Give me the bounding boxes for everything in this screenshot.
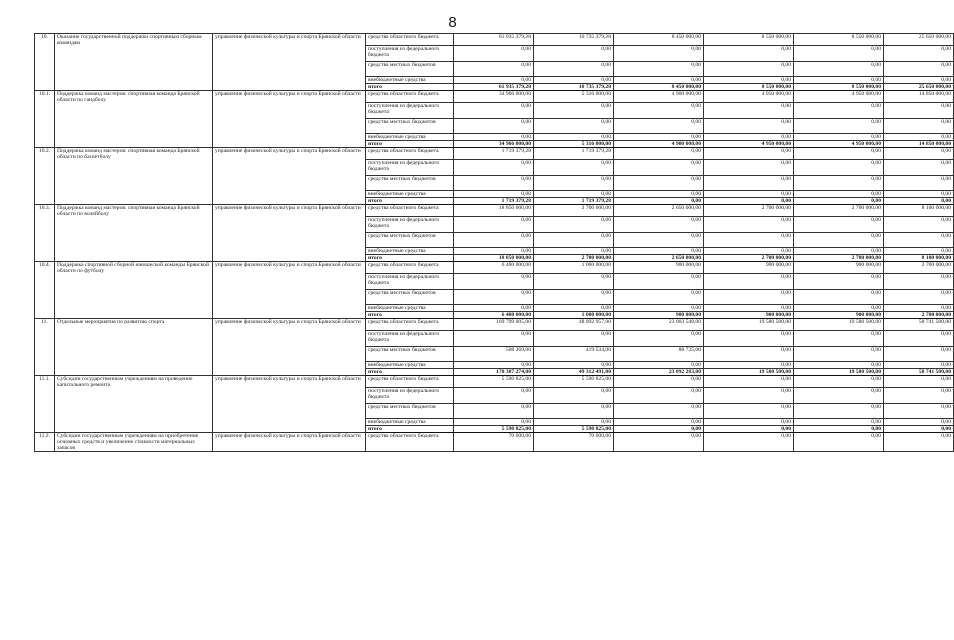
amount-cell: 25 650 000,00 [884,84,954,91]
amount-cell: 25 650 000,00 [884,34,954,46]
funding-source-cell: внебюджетные средства [366,191,454,198]
event-name-cell: Отдельные мероприятия по развитию спорта [55,319,213,376]
amount-cell: 0,00 [704,134,794,141]
amount-cell: 18 850 000,00 [454,205,534,217]
amount-cell: 0,00 [534,160,614,176]
funding-source-cell: средства областного бюджета [366,148,454,160]
row-number-cell: 10.1. [35,91,55,148]
amount-cell: 0,00 [884,119,954,134]
amount-cell: 0,00 [884,198,954,205]
funding-source-cell: средства областного бюджета [366,205,454,217]
funding-source-cell: средства областного бюджета [366,91,454,103]
amount-cell: 0,00 [704,388,794,404]
amount-cell: 0,00 [704,433,794,452]
amount-cell: 0,00 [704,77,794,84]
amount-cell: 0,00 [704,148,794,160]
amount-cell: 0,00 [794,248,884,255]
executor-cell: управление физической культуры и спорта Брянской области [213,91,366,148]
amount-cell: 0,00 [614,77,704,84]
amount-cell: 2 700 000,00 [794,255,884,262]
amount-cell: 2 650 000,00 [614,255,704,262]
amount-cell: 0,00 [704,103,794,119]
amount-cell: 0,00 [614,419,704,426]
amount-cell: 0,00 [614,362,704,369]
amount-cell: 58 741 500,00 [884,319,954,331]
amount-cell: 0,00 [884,103,954,119]
amount-cell: 34 966 000,00 [454,91,534,103]
amount-cell: 8 550 000,00 [794,34,884,46]
amount-cell: 0,00 [884,77,954,84]
amount-cell: 5 316 000,00 [534,91,614,103]
amount-cell: 0,00 [454,119,534,134]
amount-cell: 0,00 [614,46,704,62]
table-row [35,34,954,46]
amount-cell: 0,00 [614,426,704,433]
amount-cell: 0,00 [704,198,794,205]
amount-cell: 0,00 [884,419,954,426]
amount-cell: 0,00 [534,248,614,255]
amount-cell: 0,00 [794,148,884,160]
amount-cell: 0,00 [884,134,954,141]
event-name-cell: Оказание государственной поддержки спортивным сборным командам [55,34,213,91]
executor-cell: управление физической культуры и спорта Брянской области [213,148,366,205]
funding-source-cell: средства областного бюджета [366,433,454,452]
amount-cell: 0,00 [704,233,794,248]
amount-cell: 0,00 [534,233,614,248]
amount-cell: 0,00 [794,46,884,62]
amount-cell: 0,00 [454,388,534,404]
amount-cell: 0,00 [454,191,534,198]
amount-cell: 0,00 [534,362,614,369]
row-number-cell: 11.1. [35,376,55,433]
amount-cell: 0,00 [454,103,534,119]
amount-cell: 0,00 [454,62,534,77]
amount-cell: 0,00 [704,290,794,305]
row-number-cell: 11.2. [35,433,55,452]
amount-cell: 88 735,00 [614,347,704,362]
amount-cell: 0,00 [704,426,794,433]
event-name-cell: Субсидии государственным учреждениям на проведение капитального ремонта [55,376,213,433]
amount-cell: 70 000,00 [454,433,534,452]
amount-cell: 0,00 [614,248,704,255]
table-row [35,91,954,103]
amount-cell: 0,00 [704,119,794,134]
amount-cell: 2 700 000,00 [704,255,794,262]
funding-source-cell: поступления из федерального бюджета [366,388,454,404]
amount-cell: 170 307 274,00 [454,369,534,376]
executor-cell: управление физической культуры и спорта Брянской области [213,376,366,433]
funding-source-cell: итого [366,198,454,205]
amount-cell: 0,00 [884,62,954,77]
amount-cell: 4 900 000,00 [614,91,704,103]
amount-cell: 8 100 000,00 [884,205,954,217]
event-name-cell: Поддержка команд мастеров: спортивная команда Брянской области по гандболу [55,91,213,148]
amount-cell: 900 000,00 [614,262,704,274]
amount-cell: 0,00 [534,176,614,191]
amount-cell: 0,00 [614,290,704,305]
amount-cell: 900 000,00 [794,312,884,319]
amount-cell: 2 700 000,00 [884,312,954,319]
funding-source-cell: итого [366,255,454,262]
table-row [35,262,954,274]
funding-source-cell: итого [366,312,454,319]
row-number-cell: 10. [35,34,55,91]
amount-cell: 0,00 [884,347,954,362]
amount-cell: 0,00 [614,134,704,141]
amount-cell: 0,00 [704,217,794,233]
table-row [35,205,954,217]
amount-cell: 5 590 825,00 [534,426,614,433]
amount-cell: 0,00 [704,160,794,176]
amount-cell: 0,00 [454,134,534,141]
amount-cell: 8 550 000,00 [704,84,794,91]
amount-cell: 0,00 [614,388,704,404]
amount-cell: 0,00 [454,274,534,290]
funding-source-cell: поступления из федерального бюджета [366,217,454,233]
amount-cell: 0,00 [614,404,704,419]
amount-cell: 61 935 379,28 [454,84,534,91]
row-number-cell: 10.3. [35,205,55,262]
funding-source-cell: внебюджетные средства [366,362,454,369]
executor-cell: управление физической культуры и спорта Брянской области [213,433,366,452]
amount-cell: 0,00 [704,46,794,62]
executor-cell: управление физической культуры и спорта Брянской области [213,262,366,319]
amount-cell: 8 550 000,00 [794,84,884,91]
amount-cell: 0,00 [534,77,614,84]
amount-cell: 0,00 [704,191,794,198]
amount-cell: 0,00 [534,274,614,290]
amount-cell: 70 000,00 [534,433,614,452]
amount-cell: 4 950 000,00 [704,141,794,148]
funding-source-cell: поступления из федерального бюджета [366,46,454,62]
amount-cell: 0,00 [614,103,704,119]
amount-cell: 0,00 [534,290,614,305]
amount-cell: 0,00 [534,305,614,312]
table-row [35,148,954,160]
amount-cell: 0,00 [794,119,884,134]
amount-cell: 8 450 000,00 [614,84,704,91]
amount-cell: 0,00 [704,347,794,362]
amount-cell: 23 092 283,00 [614,369,704,376]
amount-cell: 0,00 [454,176,534,191]
amount-cell: 14 850 000,00 [884,91,954,103]
amount-cell: 0,00 [614,62,704,77]
amount-cell: 900 000,00 [704,262,794,274]
amount-cell: 0,00 [614,376,704,388]
amount-cell: 0,00 [794,362,884,369]
amount-cell: 0,00 [794,103,884,119]
amount-cell: 0,00 [794,290,884,305]
funding-source-cell: итого [366,369,454,376]
amount-cell: 23 003 548,00 [614,319,704,331]
event-name-cell: Поддержка команд мастеров: спортивная команда Брянской области по баскетболу [55,148,213,205]
amount-cell: 0,00 [454,419,534,426]
amount-cell: 4 950 000,00 [704,91,794,103]
amount-cell: 2 700 000,00 [884,262,954,274]
amount-cell: 5 590 825,00 [534,376,614,388]
funding-source-cell: поступления из федерального бюджета [366,274,454,290]
amount-cell: 0,00 [614,191,704,198]
amount-cell: 0,00 [794,433,884,452]
amount-cell: 6 400 000,00 [454,312,534,319]
amount-cell: 0,00 [794,233,884,248]
amount-cell: 0,00 [454,217,534,233]
row-number-cell: 10.2. [35,148,55,205]
amount-cell: 18 850 000,00 [454,255,534,262]
funding-source-cell: поступления из федерального бюджета [366,160,454,176]
amount-cell: 0,00 [614,148,704,160]
funding-source-cell: средства местных бюджетов [366,290,454,305]
amount-cell: 900 000,00 [704,312,794,319]
amount-cell: 2 650 000,00 [614,205,704,217]
amount-cell: 0,00 [614,331,704,347]
funding-source-cell: поступления из федерального бюджета [366,103,454,119]
executor-cell: управление физической культуры и спорта Брянской области [213,205,366,262]
amount-cell: 0,00 [704,404,794,419]
amount-cell: 5 316 000,00 [534,141,614,148]
amount-cell: 0,00 [884,148,954,160]
amount-cell: 2 700 000,00 [534,255,614,262]
amount-cell: 0,00 [454,331,534,347]
amount-cell: 8 450 000,00 [614,34,704,46]
amount-cell: 48 892 957,00 [534,319,614,331]
amount-cell: 0,00 [614,198,704,205]
amount-cell: 419 534,00 [534,347,614,362]
amount-cell: 0,00 [614,176,704,191]
amount-cell: 900 000,00 [614,312,704,319]
amount-cell: 0,00 [534,103,614,119]
amount-cell: 0,00 [704,248,794,255]
amount-cell: 0,00 [794,347,884,362]
amount-cell: 0,00 [794,426,884,433]
amount-cell: 0,00 [454,362,534,369]
row-number-cell: 11. [35,319,55,376]
funding-source-cell: внебюджетные средства [366,419,454,426]
amount-cell: 900 000,00 [794,262,884,274]
amount-cell: 0,00 [794,305,884,312]
amount-cell: 0,00 [884,176,954,191]
funding-source-cell: итого [366,84,454,91]
amount-cell: 5 590 825,00 [454,376,534,388]
amount-cell: 0,00 [614,160,704,176]
amount-cell: 0,00 [884,433,954,452]
funding-source-cell: средства местных бюджетов [366,62,454,77]
funding-source-cell: внебюджетные средства [366,77,454,84]
amount-cell: 2 700 000,00 [534,205,614,217]
amount-cell: 4 900 000,00 [614,141,704,148]
amount-cell: 0,00 [704,362,794,369]
amount-cell: 0,00 [454,290,534,305]
executor-cell: управление физической культуры и спорта Брянской области [213,34,366,91]
amount-cell: 0,00 [884,290,954,305]
executor-cell: управление физической культуры и спорта Брянской области [213,319,366,376]
amount-cell: 0,00 [614,217,704,233]
table-row [35,433,954,452]
amount-cell: 1 719 379,28 [534,148,614,160]
amount-cell: 0,00 [884,46,954,62]
amount-cell: 0,00 [454,305,534,312]
amount-cell: 0,00 [884,404,954,419]
amount-cell: 6 400 000,00 [454,262,534,274]
amount-cell: 34 966 000,00 [454,141,534,148]
amount-cell: 0,00 [884,217,954,233]
amount-cell: 19 580 500,00 [794,369,884,376]
amount-cell: 0,00 [794,217,884,233]
amount-cell: 0,00 [794,160,884,176]
event-name-cell: Поддержка спортивной сборной юношеской команды Брянской области по футболу [55,262,213,319]
amount-cell: 0,00 [534,331,614,347]
table-body [35,34,954,452]
amount-cell: 0,00 [884,160,954,176]
amount-cell: 0,00 [454,233,534,248]
amount-cell: 0,00 [704,376,794,388]
amount-cell: 8 550 000,00 [704,34,794,46]
amount-cell: 0,00 [884,305,954,312]
funding-source-cell: средства местных бюджетов [366,119,454,134]
amount-cell: 0,00 [794,77,884,84]
amount-cell: 61 935 379,28 [454,34,534,46]
amount-cell: 0,00 [794,388,884,404]
amount-cell: 19 580 500,00 [704,369,794,376]
amount-cell: 0,00 [704,305,794,312]
amount-cell: 0,00 [534,191,614,198]
amount-cell: 0,00 [794,404,884,419]
amount-cell: 49 312 491,00 [534,369,614,376]
funding-source-cell: внебюджетные средства [366,248,454,255]
amount-cell: 5 590 825,00 [454,426,534,433]
amount-cell: 0,00 [794,134,884,141]
amount-cell: 10 735 379,28 [534,84,614,91]
amount-cell: 0,00 [794,376,884,388]
amount-cell: 0,00 [534,404,614,419]
amount-cell: 0,00 [614,305,704,312]
amount-cell: 0,00 [704,274,794,290]
amount-cell: 1 000 000,00 [534,312,614,319]
amount-cell: 1 719 379,28 [534,198,614,205]
amount-cell: 8 100 000,00 [884,255,954,262]
amount-cell: 0,00 [884,388,954,404]
row-number-cell: 10.4. [35,262,55,319]
amount-cell: 0,00 [794,419,884,426]
amount-cell: 0,00 [704,62,794,77]
amount-cell: 0,00 [454,46,534,62]
amount-cell: 0,00 [614,119,704,134]
event-name-cell: Субсидии государственным учреждениям на приобретение основных средств и увеличение стоимости материальных запасов [55,433,213,452]
amount-cell: 0,00 [454,77,534,84]
funding-source-cell: средства местных бюджетов [366,347,454,362]
amount-cell: 0,00 [884,362,954,369]
amount-cell: 58 741 500,00 [884,369,954,376]
amount-cell: 0,00 [534,119,614,134]
amount-cell: 4 950 000,00 [794,141,884,148]
amount-cell: 0,00 [534,62,614,77]
amount-cell: 0,00 [794,62,884,77]
funding-source-cell: средства областного бюджета [366,319,454,331]
amount-cell: 0,00 [534,46,614,62]
funding-source-cell: средства областного бюджета [366,262,454,274]
amount-cell: 0,00 [534,217,614,233]
amount-cell: 0,00 [614,274,704,290]
amount-cell: 0,00 [794,331,884,347]
amount-cell: 14 850 000,00 [884,141,954,148]
amount-cell: 0,00 [534,419,614,426]
amount-cell: 0,00 [884,331,954,347]
table-row [35,319,954,331]
amount-cell: 0,00 [794,198,884,205]
amount-cell: 19 580 500,00 [704,319,794,331]
amount-cell: 10 735 379,28 [534,34,614,46]
amount-cell: 0,00 [454,248,534,255]
amount-cell: 0,00 [614,233,704,248]
amount-cell: 4 950 000,00 [794,91,884,103]
funding-source-cell: средства областного бюджета [366,34,454,46]
amount-cell: 508 269,00 [454,347,534,362]
funding-source-cell: итого [366,426,454,433]
amount-cell: 1 000 000,00 [534,262,614,274]
amount-cell: 0,00 [884,376,954,388]
amount-cell: 0,00 [614,433,704,452]
page-number: 8 [448,14,457,31]
amount-cell: 0,00 [884,191,954,198]
amount-cell: 169 799 005,00 [454,319,534,331]
funding-source-cell: средства местных бюджетов [366,176,454,191]
budget-table [34,33,954,452]
amount-cell: 2 700 000,00 [794,205,884,217]
amount-cell: 0,00 [454,160,534,176]
amount-cell: 0,00 [884,233,954,248]
amount-cell: 0,00 [884,248,954,255]
amount-cell: 0,00 [454,404,534,419]
table-row [35,376,954,388]
amount-cell: 0,00 [704,176,794,191]
amount-cell: 0,00 [884,426,954,433]
amount-cell: 0,00 [794,176,884,191]
funding-source-cell: средства местных бюджетов [366,404,454,419]
amount-cell: 0,00 [704,331,794,347]
amount-cell: 0,00 [704,419,794,426]
amount-cell: 19 580 500,00 [794,319,884,331]
amount-cell: 0,00 [794,274,884,290]
funding-source-cell: внебюджетные средства [366,134,454,141]
funding-source-cell: средства местных бюджетов [366,233,454,248]
amount-cell: 0,00 [534,134,614,141]
amount-cell: 0,00 [794,191,884,198]
funding-source-cell: средства областного бюджета [366,376,454,388]
amount-cell: 1 719 379,28 [454,198,534,205]
funding-source-cell: поступления из федерального бюджета [366,331,454,347]
event-name-cell: Поддержка команд мастеров: спортивная команда Брянской области по волейболу [55,205,213,262]
amount-cell: 1 719 379,28 [454,148,534,160]
amount-cell: 0,00 [884,274,954,290]
amount-cell: 0,00 [534,388,614,404]
amount-cell: 2 700 000,00 [704,205,794,217]
funding-source-cell: внебюджетные средства [366,305,454,312]
funding-source-cell: итого [366,141,454,148]
